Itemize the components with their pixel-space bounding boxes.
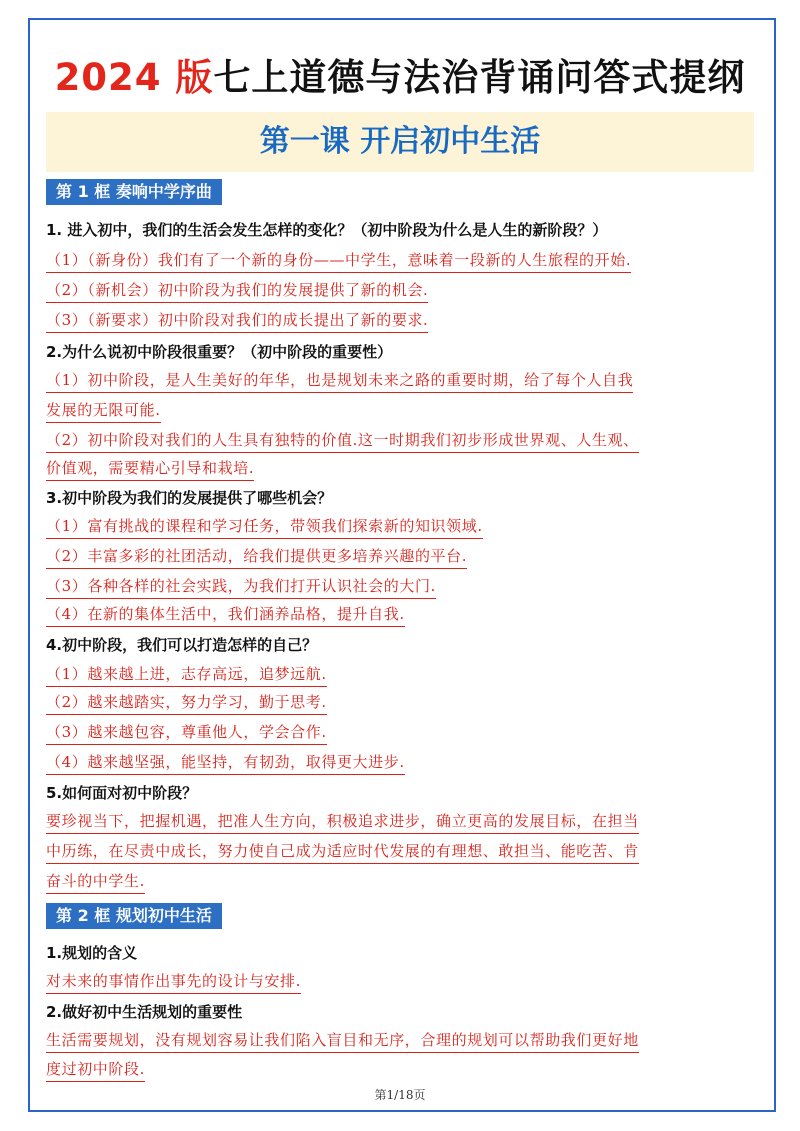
answer-line: （3）（新要求）初中阶段对我们的成长提出了新的要求. (46, 308, 428, 333)
answer-line: 奋斗的中学生. (46, 869, 145, 894)
section-header-1: 第 1 框 奏响中学序曲 (46, 179, 222, 205)
answer-line: （2）越来越踏实，努力学习，勤于思考. (46, 690, 327, 715)
question-1-4: 4.初中阶段，我们可以打造怎样的自己？ (46, 636, 318, 654)
answer-line: 生活需要规划，没有规划容易让我们陷入盲目和无序，合理的规划可以帮助我们更好地 (46, 1028, 639, 1053)
page-number: 第1/18页 (374, 1088, 426, 1102)
question-1-5: 5.如何面对初中阶段？ (46, 784, 198, 802)
question-1-3: 3.初中阶段为我们的发展提供了哪些机会？ (46, 489, 333, 507)
answer-line: 对未来的事情作出事先的设计与安排. (46, 969, 301, 994)
answer-line: （2）（新机会）初中阶段为我们的发展提供了新的机会. (46, 278, 428, 303)
answer-line: （1）越来越上进，志存高远，追梦远航. (46, 662, 327, 687)
answer-line: （2）丰富多彩的社团活动，给我们提供更多培养兴趣的平台. (46, 544, 467, 569)
question-1-1: 1. 进入初中，我们的生活会发生怎样的变化？（初中阶段为什么是人生的新阶段？） (46, 221, 608, 239)
answer-line: （3）越来越包容，尊重他人，学会合作. (46, 720, 327, 745)
answer-line: （4）在新的集体生活中，我们涵养品格，提升自我. (46, 602, 405, 627)
answer-line: （1）富有挑战的课程和学习任务，带领我们探索新的知识领域. (46, 514, 483, 539)
answer-line: 度过初中阶段. (46, 1057, 145, 1082)
question-2-1: 1.规划的含义 (46, 944, 138, 962)
answer-line: （4）越来越坚强，能坚持，有韧劲，取得更大进步. (46, 750, 405, 775)
section-header-2: 第 2 框 规划初中生活 (46, 903, 222, 929)
answer-line: （1）（新身份）我们有了一个新的身份——中学生，意味着一段新的人生旅程的开始. (46, 248, 631, 273)
question-1-2: 2.为什么说初中阶段很重要？（初中阶段的重要性） (46, 343, 393, 361)
answer-line: （2）初中阶段对我们的人生具有独特的价值.这一时期我们初步形成世界观、人生观、 (46, 428, 639, 453)
answer-line: 中历练，在尽责中成长，努力使自己成为适应时代发展的有理想、敢担当、能吃苦、肯 (46, 839, 639, 864)
answer-line: 价值观，需要精心引导和栽培. (46, 456, 254, 481)
answer-line: （1）初中阶段，是人生美好的年华，也是规划未来之路的重要时期，给了每个人自我 (46, 368, 633, 393)
lesson-title: 第一课 开启初中生活 (259, 124, 541, 159)
answer-line: 要珍视当下，把握机遇，把准人生方向，积极追求进步，确立更高的发展目标，在担当 (46, 809, 639, 834)
document-title (0, 50, 800, 106)
title-text: 七上道德与法治背诵问答式提纲 (213, 56, 746, 99)
answer-line: （3）各种各样的社会实践，为我们打开认识社会的大门. (46, 574, 436, 599)
answer-line: 发展的无限可能. (46, 398, 161, 423)
question-2-2: 2.做好初中生活规划的重要性 (46, 1003, 243, 1021)
title-year: 2024 版 (54, 56, 214, 99)
